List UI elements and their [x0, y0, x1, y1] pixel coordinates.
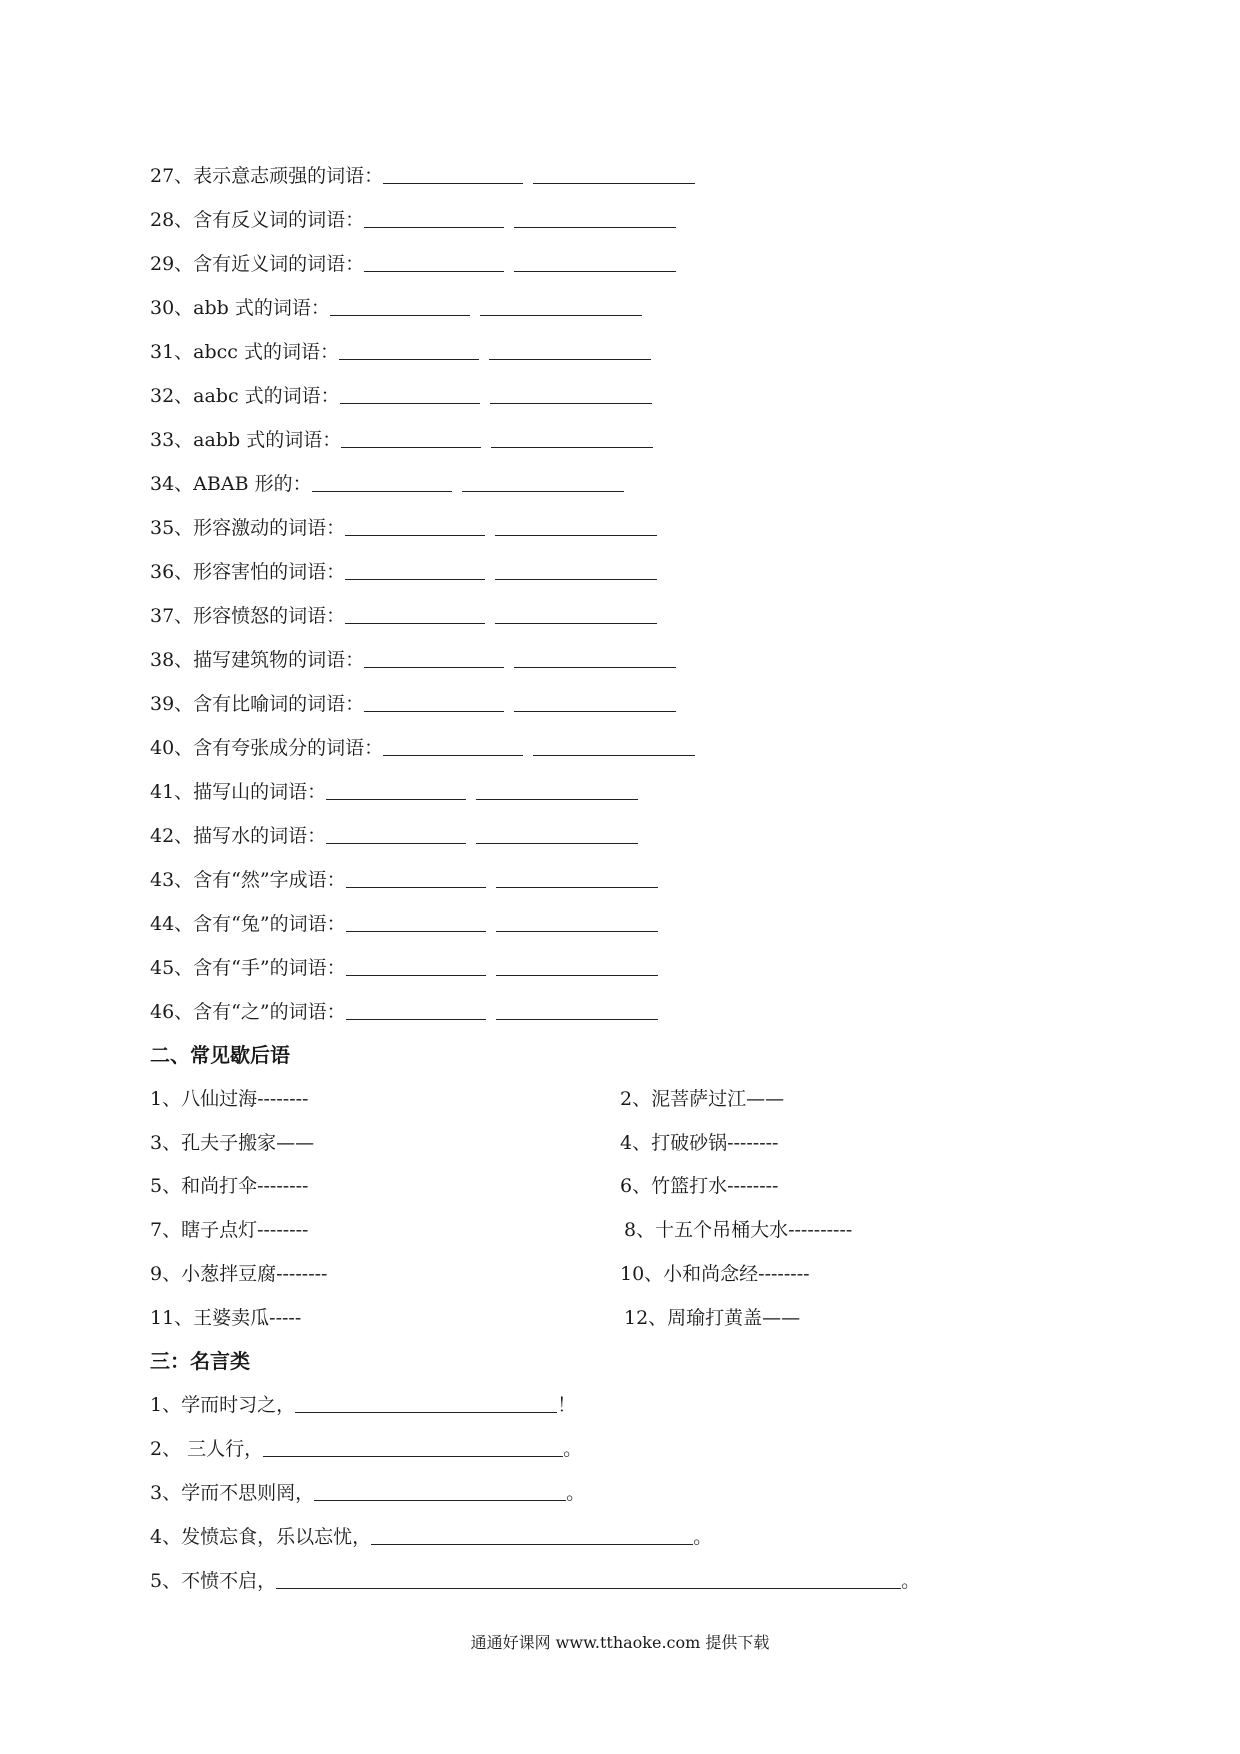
section-title-quotes: 三：名言类 — [150, 1349, 250, 1373]
xiehouyu-item: 12、周瑜打黄盖—— — [624, 1307, 801, 1329]
quote-prefix: 4、发愤忘食，乐以忘忧， — [150, 1526, 372, 1548]
word-item-label: 29、含有近义词的词语： — [150, 253, 365, 275]
word-item-27 — [150, 163, 695, 191]
word-item-28 — [150, 207, 676, 235]
quote-item-1 — [150, 1392, 576, 1418]
word-item-36 — [150, 559, 657, 587]
xiehouyu-item: 4、打破砂锅-------- — [620, 1132, 779, 1154]
word-item-39 — [150, 691, 676, 719]
word-item-label: 37、形容愤怒的词语： — [150, 605, 346, 627]
word-item-label: 30、abb 式的词语： — [150, 297, 330, 319]
quote-prefix: 5、不愤不启， — [150, 1570, 277, 1592]
answer-blank[interactable] — [346, 867, 486, 888]
answer-blank[interactable] — [533, 163, 695, 184]
word-item-43 — [150, 867, 658, 895]
word-item-label: 34、ABAB 形的： — [150, 473, 312, 495]
word-item-32 — [150, 383, 652, 411]
word-item-label: 31、abcc 式的词语： — [150, 341, 339, 363]
answer-blank[interactable] — [346, 911, 486, 932]
quote-item-3 — [150, 1480, 585, 1506]
word-item-label: 45、含有“手”的词语： — [150, 957, 346, 979]
answer-blank[interactable] — [476, 823, 638, 844]
answer-blank[interactable] — [364, 251, 504, 272]
word-item-label: 40、含有夸张成分的词语： — [150, 737, 384, 759]
answer-blank[interactable] — [346, 999, 486, 1020]
answer-blank[interactable] — [345, 515, 485, 536]
word-item-30 — [150, 295, 642, 323]
word-item-label: 39、含有比喻词的词语： — [150, 693, 365, 715]
quote-item-5 — [150, 1568, 920, 1594]
word-item-34 — [150, 471, 624, 499]
answer-blank[interactable] — [491, 427, 653, 448]
answer-blank[interactable] — [345, 603, 485, 624]
answer-blank[interactable] — [326, 823, 466, 844]
answer-blank[interactable] — [514, 691, 676, 712]
word-item-label: 42、描写水的词语： — [150, 825, 327, 847]
xiehouyu-item: 8、十五个吊桶大水---------- — [624, 1219, 853, 1241]
quote-item-2 — [150, 1436, 582, 1462]
word-item-label: 38、描写建筑物的词语： — [150, 649, 365, 671]
word-item-40 — [150, 735, 695, 763]
quote-suffix: 。 — [563, 1438, 583, 1460]
quote-prefix: 1、学而时习之， — [150, 1394, 296, 1416]
word-item-46 — [150, 999, 658, 1027]
word-item-label: 32、aabc 式的词语： — [150, 385, 340, 407]
answer-blank[interactable] — [496, 955, 658, 976]
word-item-31 — [150, 339, 651, 367]
quote-suffix: 。 — [566, 1482, 586, 1504]
answer-blank[interactable] — [364, 647, 504, 668]
answer-blank[interactable] — [339, 339, 479, 360]
answer-blank[interactable] — [495, 515, 657, 536]
word-item-label: 44、含有“兔”的词语： — [150, 913, 346, 935]
answer-blank[interactable] — [340, 383, 480, 404]
answer-blank[interactable] — [496, 911, 658, 932]
word-item-label: 41、描写山的词语： — [150, 781, 327, 803]
xiehouyu-item: 6、竹篮打水-------- — [620, 1175, 779, 1197]
word-item-42 — [150, 823, 638, 851]
answer-blank[interactable] — [364, 207, 504, 228]
page-footer: 通通好课网 www.tthaoke.com 提供下载 — [470, 1633, 770, 1652]
xiehouyu-item: 11、王婆卖瓜----- — [150, 1307, 302, 1329]
answer-blank[interactable] — [496, 867, 658, 888]
word-item-label: 27、表示意志顽强的词语： — [150, 165, 384, 187]
xiehouyu-item: 7、瞎子点灯-------- — [150, 1219, 309, 1241]
word-item-44 — [150, 911, 658, 939]
word-item-label: 46、含有“之”的词语： — [150, 1001, 346, 1023]
word-item-label: 28、含有反义词的词语： — [150, 209, 365, 231]
quote-answer-blank[interactable] — [276, 1568, 901, 1589]
section-title-xiehouyu: 二、常见歇后语 — [150, 1043, 290, 1067]
quote-answer-blank[interactable] — [371, 1524, 693, 1545]
xiehouyu-item: 2、泥菩萨过江—— — [620, 1088, 785, 1110]
quote-suffix: 。 — [693, 1526, 713, 1548]
answer-blank[interactable] — [514, 251, 676, 272]
word-item-label: 36、形容害怕的词语： — [150, 561, 346, 583]
answer-blank[interactable] — [480, 295, 642, 316]
answer-blank[interactable] — [326, 779, 466, 800]
xiehouyu-item: 5、和尚打伞-------- — [150, 1175, 309, 1197]
answer-blank[interactable] — [533, 735, 695, 756]
answer-blank[interactable] — [346, 955, 486, 976]
answer-blank[interactable] — [383, 735, 523, 756]
answer-blank[interactable] — [490, 383, 652, 404]
word-item-38 — [150, 647, 676, 675]
answer-blank[interactable] — [514, 207, 676, 228]
quote-answer-blank[interactable] — [314, 1480, 566, 1501]
word-item-33 — [150, 427, 653, 455]
answer-blank[interactable] — [462, 471, 624, 492]
word-item-45 — [150, 955, 658, 983]
answer-blank[interactable] — [341, 427, 481, 448]
word-item-41 — [150, 779, 638, 807]
quote-suffix: 。 — [901, 1570, 921, 1592]
answer-blank[interactable] — [489, 339, 651, 360]
answer-blank[interactable] — [345, 559, 485, 580]
xiehouyu-item: 3、孔夫子搬家—— — [150, 1132, 315, 1154]
answer-blank[interactable] — [364, 691, 504, 712]
quote-answer-blank[interactable] — [295, 1392, 557, 1413]
xiehouyu-item: 10、小和尚念经-------- — [620, 1263, 810, 1285]
answer-blank[interactable] — [476, 779, 638, 800]
word-item-label: 35、形容激动的词语： — [150, 517, 346, 539]
quote-suffix: ！ — [557, 1394, 577, 1416]
answer-blank[interactable] — [496, 999, 658, 1020]
answer-blank[interactable] — [383, 163, 523, 184]
answer-blank[interactable] — [312, 471, 452, 492]
word-item-37 — [150, 603, 657, 631]
word-item-29 — [150, 251, 676, 279]
answer-blank[interactable] — [330, 295, 470, 316]
word-item-label: 43、含有“然”字成语： — [150, 869, 346, 891]
answer-blank[interactable] — [495, 559, 657, 580]
quote-answer-blank[interactable] — [263, 1436, 563, 1457]
word-item-35 — [150, 515, 657, 543]
quote-prefix: 2、 三人行， — [150, 1438, 264, 1460]
answer-blank[interactable] — [514, 647, 676, 668]
word-item-label: 33、aabb 式的词语： — [150, 429, 342, 451]
xiehouyu-item: 1、八仙过海-------- — [150, 1088, 309, 1110]
answer-blank[interactable] — [495, 603, 657, 624]
xiehouyu-item: 9、小葱拌豆腐-------- — [150, 1263, 328, 1285]
quote-item-4 — [150, 1524, 712, 1550]
quote-prefix: 3、学而不思则罔， — [150, 1482, 315, 1504]
